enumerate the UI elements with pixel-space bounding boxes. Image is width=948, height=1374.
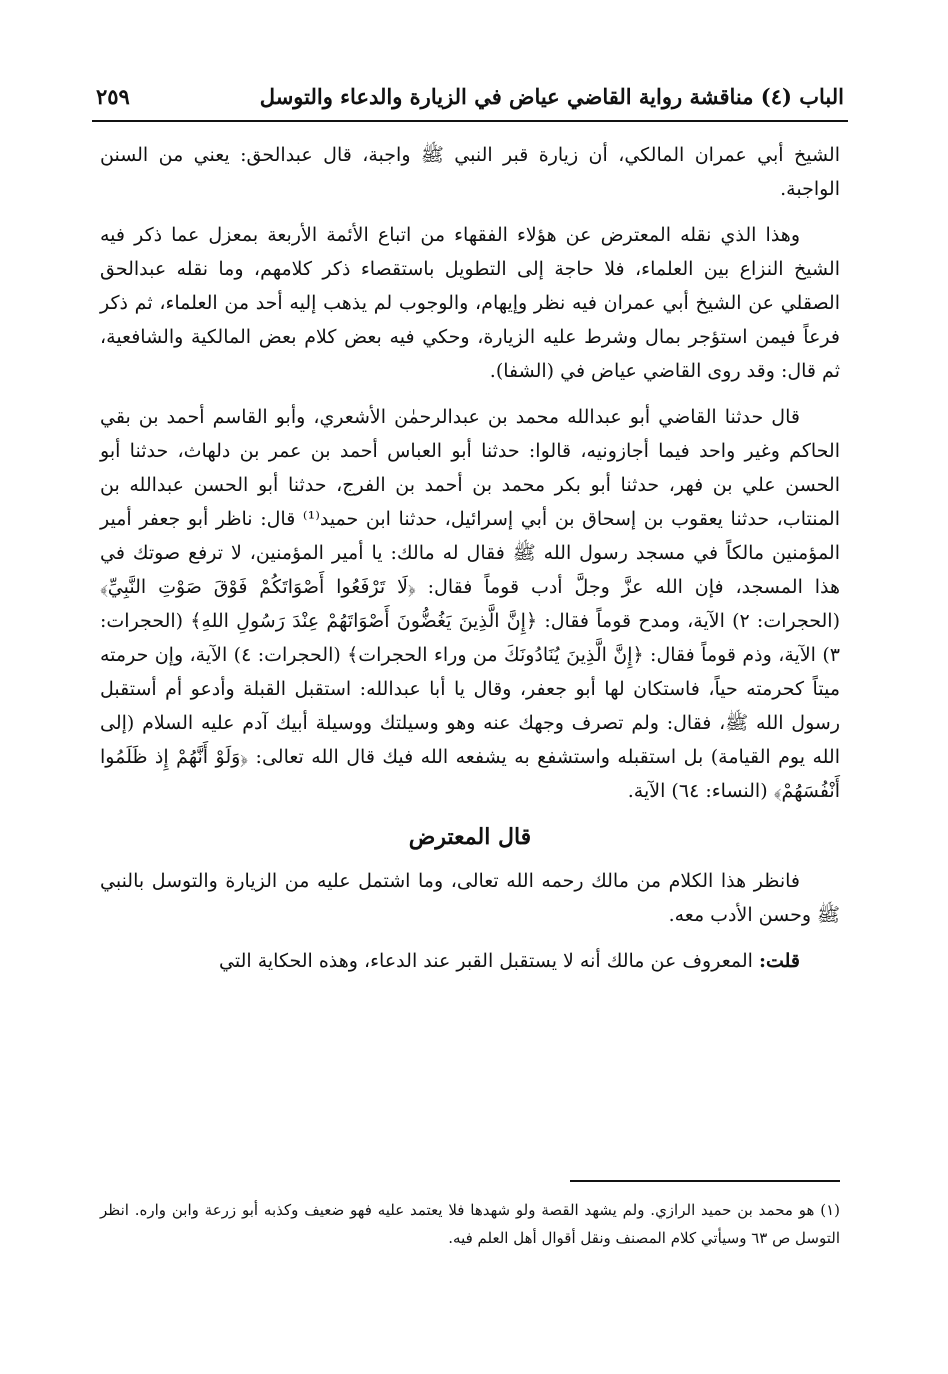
running-header [92, 80, 848, 122]
section-heading: قال المعترض [408, 824, 532, 850]
chapter-title: الباب (٤) مناقشة رواية القاضي عياض في الزيارة والدعاء والتوسل [259, 84, 844, 109]
page-number: ٢٥٩ [96, 84, 130, 109]
footnote: (١) هو محمد بن حميد الرازي. ولم يشهد القصة ولو شهدها فلا يعتمد عليه فهو ضعيف وكذبه أبو زرعة وابن واره. انظر التوسل ص ٦٣ وسيأتي كلام المصنف ونقل أقوال أهل العلم فيه. [100, 1201, 840, 1247]
paragraph-1: الشيخ أبي عمران المالكي، أن زيارة قبر النبي ﷺ واجبة، قال عبدالحق: يعني من السنن الواجبة. [100, 144, 840, 200]
paragraph-5-lead: قلت: [758, 950, 800, 972]
paragraph-3: قال حدثنا القاضي أبو عبدالله محمد بن عبدالرحمٰن الأشعري، وأبو القاسم أحمد بن بقي الحاكم وغير واحد فيما أجازونيه، قالوا: حدثنا أبو العباس أحمد بن عمر بن دلهاث، حدثنا أبو الحسن علي بن فهر، حدثنا أبو بكر محمد بن أحمد بن الفرج، حدثنا أبو الحسن عبدالله بن المنتاب، حدثنا يعقوب بن إسحاق بن أبي إسرائيل، حدثنا ابن حميد⁽¹⁾ قال: ناظر أبو جعفر أمير المؤمنين مالكاً في مسجد رسول الله ﷺ فقال له مالك: يا أمير المؤمنين، لا ترفع صوتك في هذا المسجد، فإن الله عزَّ وجلَّ أدب قوماً فقال: ﴿لَا تَرْفَعُوا أَصْوَاتَكُمْ فَوْقَ صَوْتِ النَّبِيِّ﴾ (الحجرات: ٢) الآية، ومدح قوماً فقال: ﴿إِنَّ الَّذِينَ يَغُضُّونَ أَصْوَاتَهُمْ عِنْدَ رَسُولِ اللهِ﴾ (الحجرات: ٣) الآية، وذم قوماً فقال: ﴿إِنَّ الَّذِينَ يُنَادُونَكَ من وراء الحجرات﴾ (الحجرات: ٤) الآية، وإن حرمته ميتاً كحرمته حياً، فاستكان لها أبو جعفر، وقال يا أبا عبدالله: استقبل القبلة وأدعو أم أستقبل رسول الله ﷺ، فقال: ولم تصرف وجهك عنه وهو وسيلتك ووسيلة أبيك آدم عليه السلام (إلى الله يوم القيامة) بل استقبله واستشفع به يشفعه الله فيك قال الله تعالى: ﴿وَلَوْ أَنَّهُمْ إِذ ظَلَمُوا أَنْفُسَهُمْ﴾ (النساء: ٦٤) الآية. [100, 406, 841, 802]
paragraph-2: وهذا الذي نقله المعترض عن هؤلاء الفقهاء من اتباع الأئمة الأربعة بمعزل عما ذكر فيه الشيخ النزاع بين العلماء، فلا حاجة إلى التطويل باستقصاء ذكر كلامهم، وما نقله عبدالحق الصقلي عن الشيخ أبي عمران فيه نظر وإيهام، والوجوب لم يذهب إليه أحد من العلماء، ثم ذكر فرعاً فيمن استؤجر بمال وشرط عليه الزيارة، وحكي فيه بعض كلام بعض المالكية والشافعية، ثم قال: وقد روى القاضي عياض في (الشفا). [100, 224, 840, 382]
main-text [100, 138, 840, 990]
paragraph-5 [100, 944, 840, 978]
paragraph-5-text: المعروف عن مالك أنه لا يستقبل القبر عند الدعاء، وهذه الحكاية التي [219, 950, 759, 972]
paragraph-4: فانظر هذا الكلام من مالك رحمه الله تعالى، وما اشتمل عليه من الزيارة والتوسل بالنبي ﷺ وحسن الأدب معه. [100, 870, 840, 926]
footnote-divider [570, 1180, 840, 1182]
